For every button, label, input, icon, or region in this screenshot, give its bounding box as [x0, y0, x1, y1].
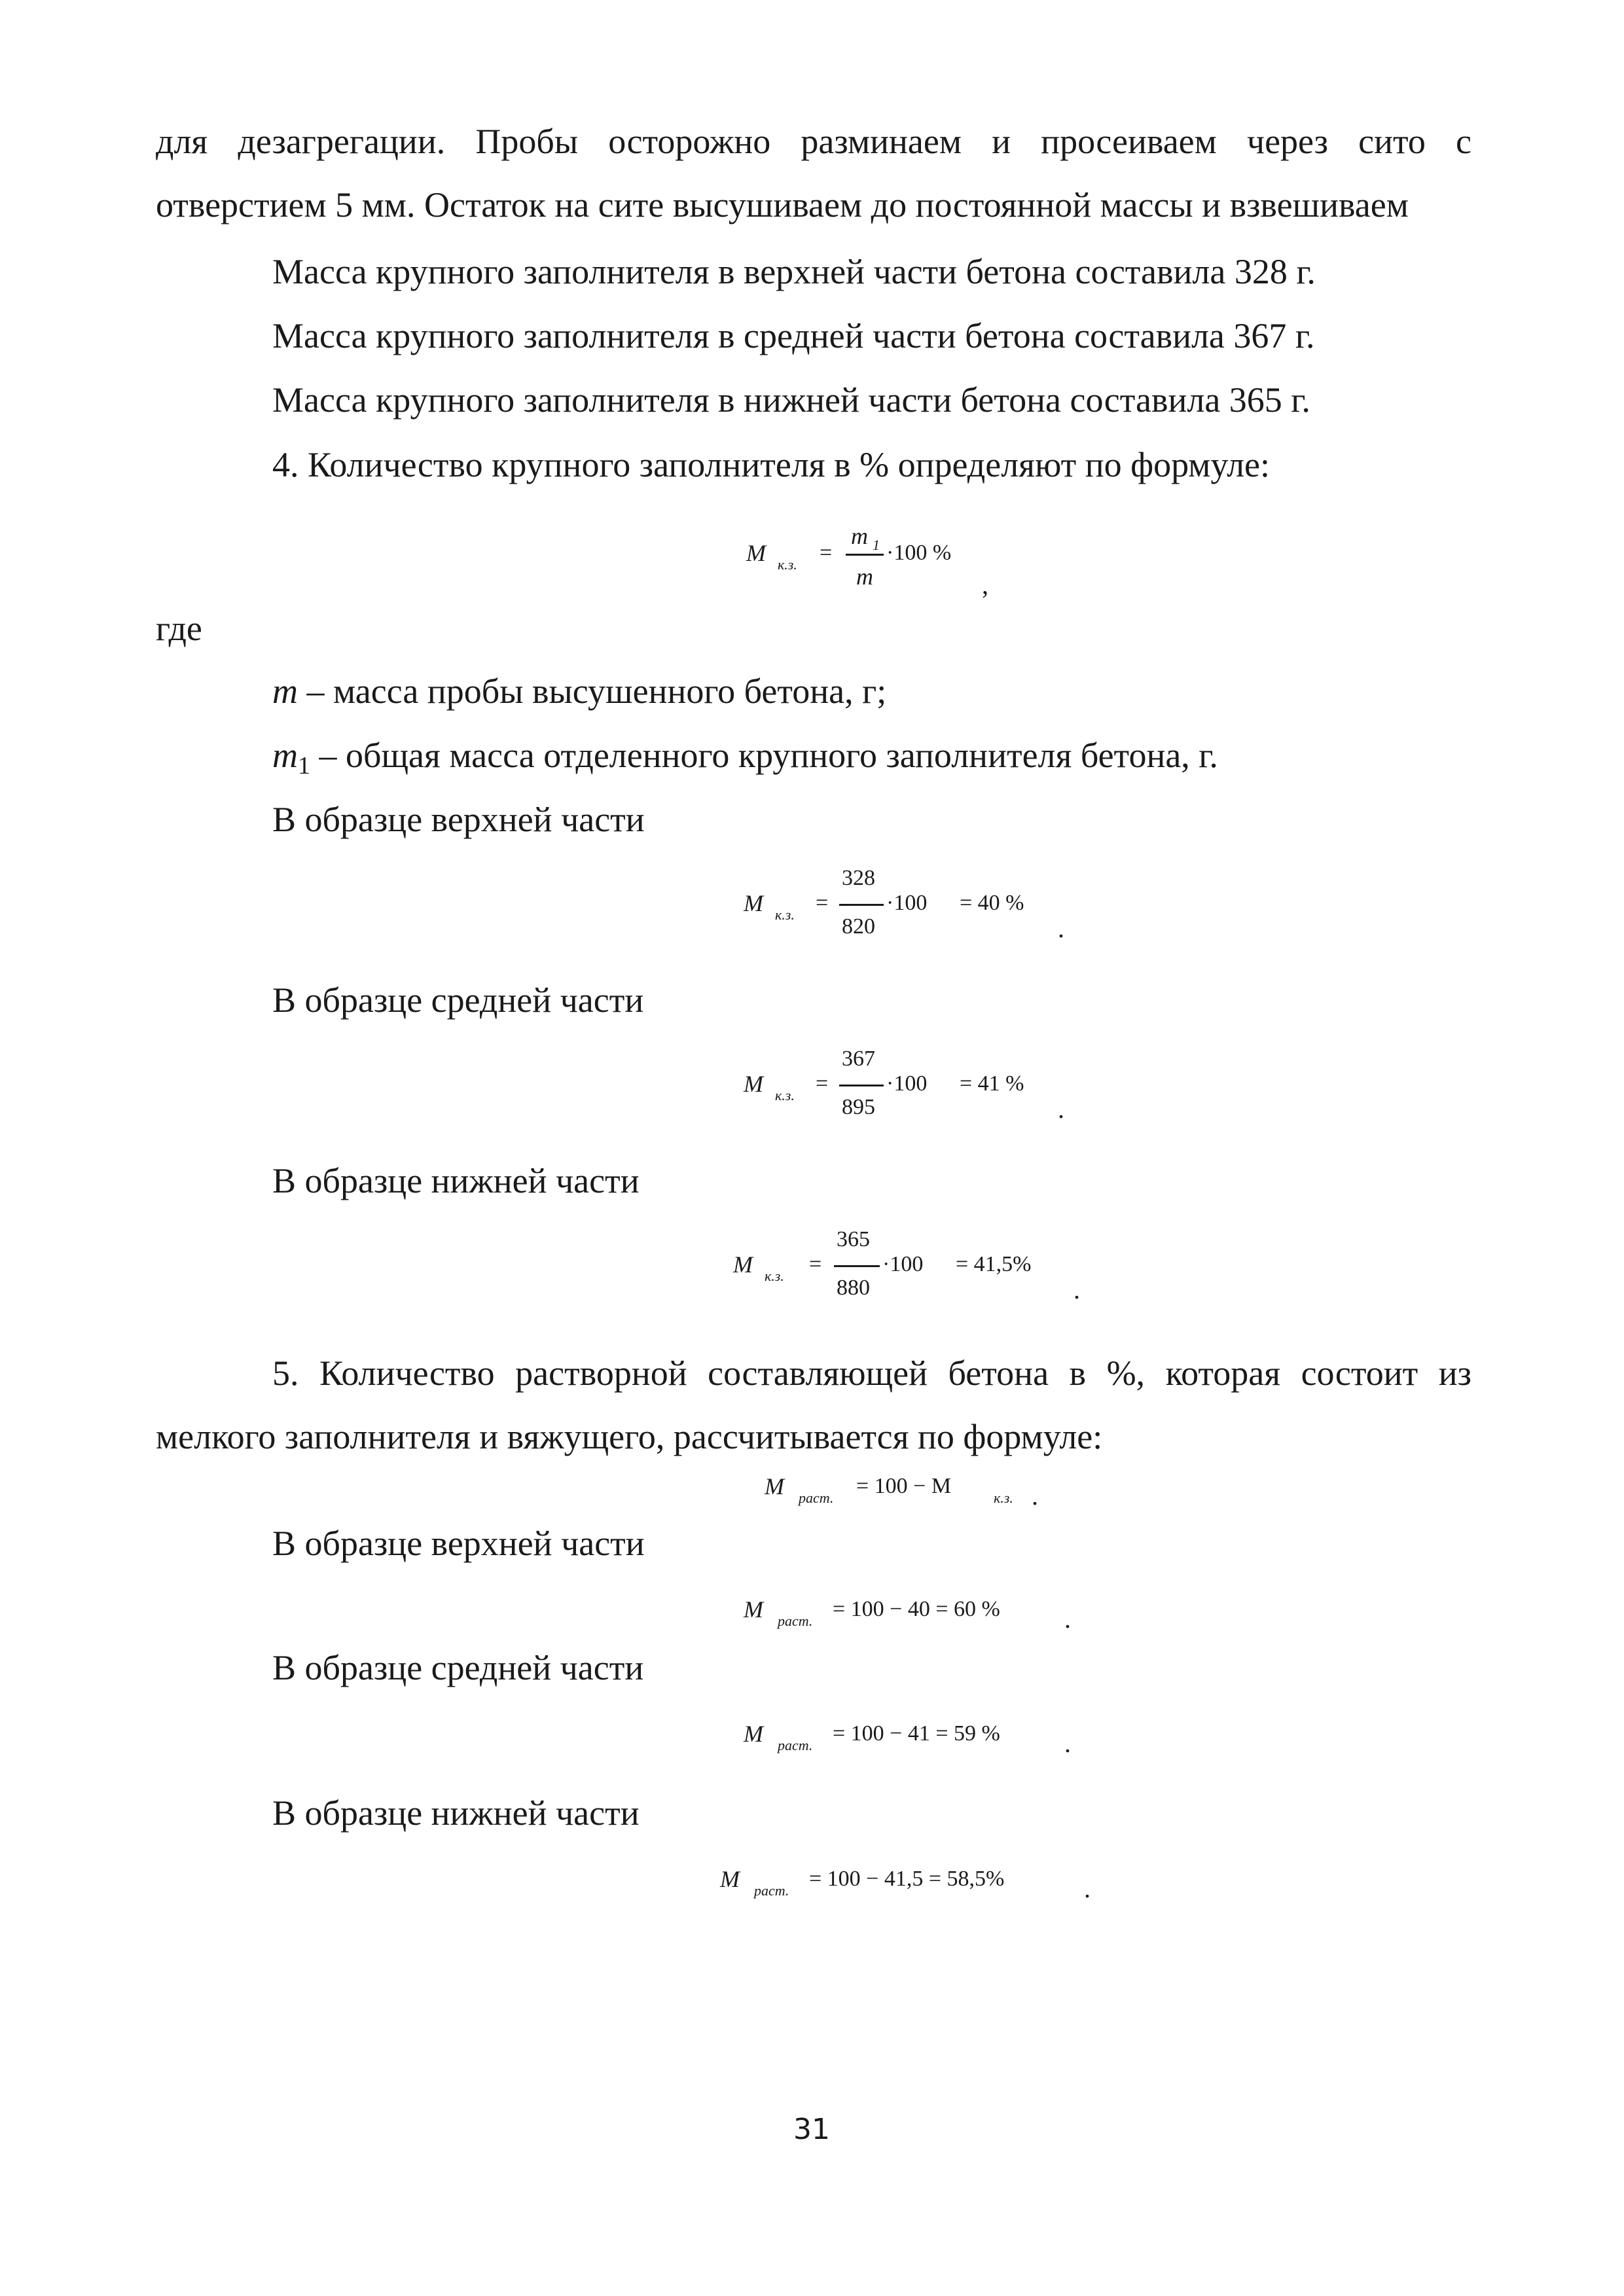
step5-paragraph: [156, 1342, 1471, 1469]
rast-top-punct: .: [1064, 1604, 1071, 1634]
definition-m-symbol: m: [272, 672, 298, 711]
intro-paragraph: [156, 110, 1471, 237]
definition-m1: [272, 736, 1218, 785]
rast-bottom-lhs-sub: раст.: [754, 1882, 789, 1899]
sample-bottom-heading: В образце нижней части: [272, 1161, 640, 1200]
formula-rast-bottom: [720, 1865, 1113, 1905]
rast-top-lhs: M: [744, 1596, 763, 1623]
formula-denominator: m: [856, 564, 873, 590]
sample-bottom-lhs-sub: к.з.: [765, 1268, 784, 1284]
rast-top-heading: В образце верхней части: [272, 1524, 645, 1563]
formula-main: [746, 524, 1021, 609]
sample-bottom-lhs: M: [733, 1251, 753, 1278]
sample-top-heading: В образце верхней части: [272, 800, 645, 839]
definition-m: [272, 672, 886, 711]
sample-bottom-result: = 41,5%: [956, 1252, 1032, 1276]
formula-rast-punct: .: [1032, 1481, 1038, 1511]
sample-top-numerator: 328: [842, 866, 875, 890]
formula-rast-top: [744, 1596, 1097, 1635]
sample-middle-tail: ·100: [886, 1071, 928, 1096]
mass-bottom-line: Масса крупного заполнителя в нижней части бетона составила 365 г.: [272, 380, 1310, 420]
sample-top-result: = 40 %: [960, 891, 1024, 915]
formula-eq: =: [820, 541, 833, 565]
formula-sample-bottom: [733, 1229, 1100, 1320]
formula-lhs: M: [746, 540, 766, 566]
formula-rast-middle: [744, 1720, 1097, 1759]
page-number: 31: [793, 2113, 830, 2146]
definition-m1-sub: 1: [298, 752, 310, 780]
step5-line-2: мелкого заполнителя и вяжущего, рассчитывается по формуле:: [156, 1417, 1103, 1456]
sample-middle-denominator: 895: [842, 1095, 875, 1119]
sample-middle-result: = 41 %: [960, 1071, 1024, 1096]
formula-lhs-sub: к.з.: [778, 556, 797, 573]
rast-top-expr: = 100 − 40 = 60 %: [833, 1597, 1000, 1621]
sample-top-punct: .: [1058, 914, 1064, 943]
formula-sample-top: [744, 867, 1084, 959]
sample-middle-lhs: M: [744, 1071, 763, 1097]
sample-bottom-tail: ·100: [882, 1252, 924, 1276]
sample-bottom-numerator: 365: [837, 1227, 870, 1251]
where-word: где: [156, 609, 202, 648]
sample-bottom-denominator: 880: [837, 1276, 870, 1300]
fraction-bar: [846, 554, 884, 556]
step5-line-1: 5. Количество растворной составляющей бетона в %, которая состоит из: [272, 1354, 1471, 1393]
definition-m-text: – масса пробы высушенного бетона, г;: [298, 672, 887, 711]
formula-rast: [765, 1473, 1066, 1512]
intro-line-1: для дезагрегации. Пробы осторожно разминаем и просеиваем через сито с: [156, 122, 1471, 161]
sample-bottom-bar: [834, 1265, 880, 1267]
rast-bottom-heading: В образце нижней части: [272, 1793, 640, 1833]
rast-middle-punct: .: [1064, 1729, 1071, 1758]
definition-m1-text: – общая масса отделенного крупного заполнителя бетона, г.: [310, 736, 1218, 775]
sample-middle-numerator: 367: [842, 1047, 875, 1071]
formula-tail: ·100 %: [886, 541, 952, 565]
sample-top-bar: [839, 904, 884, 906]
rast-bottom-punct: .: [1084, 1874, 1091, 1903]
mass-middle-line: Масса крупного заполнителя в средней части бетона составила 367 г.: [272, 316, 1315, 355]
sample-bottom-eq: =: [809, 1252, 822, 1276]
rast-bottom-expr: = 100 − 41,5 = 58,5%: [809, 1867, 1005, 1891]
definition-m1-symbol: m: [272, 736, 298, 775]
formula-numerator: m: [851, 523, 868, 549]
mass-top-line: Масса крупного заполнителя в верхней части бетона составила 328 г.: [272, 252, 1316, 291]
sample-top-eq: =: [816, 891, 829, 915]
sample-top-denominator: 820: [842, 914, 875, 939]
rast-middle-lhs: M: [744, 1721, 763, 1747]
sample-top-lhs-sub: к.з.: [775, 906, 795, 923]
sample-middle-punct: .: [1058, 1094, 1064, 1124]
formula-rast-lhs: M: [765, 1473, 784, 1499]
sample-middle-heading: В образце средней части: [272, 980, 644, 1020]
formula-punct: ,: [982, 570, 988, 600]
sample-top-lhs: M: [744, 890, 763, 916]
rast-middle-expr: = 100 − 41 = 59 %: [833, 1721, 1000, 1746]
formula-rast-expr-sub: к.з.: [994, 1490, 1013, 1506]
rast-top-lhs-sub: раст.: [778, 1613, 813, 1629]
formula-numerator-sub: 1: [873, 537, 880, 553]
rast-bottom-lhs: M: [720, 1866, 740, 1892]
sample-middle-bar: [839, 1085, 884, 1086]
step4-text: 4. Количество крупного заполнителя в % определяют по формуле:: [272, 445, 1270, 484]
sample-top-tail: ·100: [886, 891, 928, 915]
rast-middle-heading: В образце средней части: [272, 1648, 644, 1687]
sample-middle-eq: =: [816, 1071, 829, 1096]
sample-middle-lhs-sub: к.з.: [775, 1087, 795, 1103]
formula-sample-middle: [744, 1048, 1084, 1139]
formula-rast-lhs-sub: раст.: [799, 1490, 834, 1506]
formula-rast-expr: = 100 − M: [856, 1474, 952, 1498]
intro-line-2: отверстием 5 мм. Остаток на сите высушиваем до постоянной массы и взвешиваем: [156, 185, 1409, 224]
sample-bottom-punct: .: [1074, 1275, 1080, 1304]
rast-middle-lhs-sub: раст.: [778, 1737, 813, 1753]
